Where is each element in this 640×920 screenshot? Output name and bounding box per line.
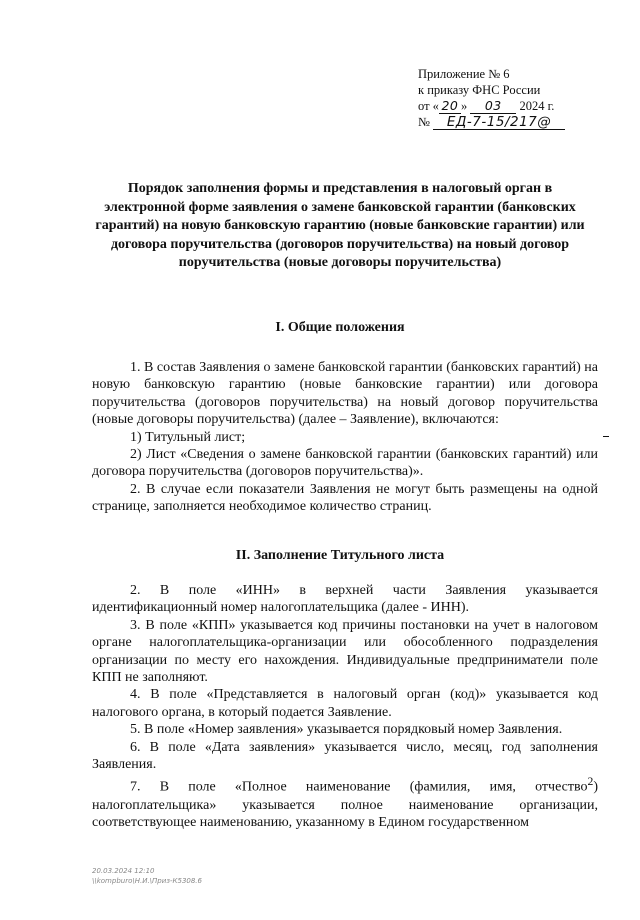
paragraph-start: 7. В поле «Полное наименование (фамилия, имя, отчество <box>130 780 588 796</box>
appendix-number-line <box>418 114 618 130</box>
appendix-date-line <box>418 98 618 114</box>
appendix-line-1: Приложение № 6 <box>418 67 510 81</box>
footnote-mark: 2 <box>587 775 594 789</box>
paragraph-end: ) налогоплательщика» указывается полное наименование организации, соответствующее наименованию, указанному в Едином государственном <box>92 780 598 830</box>
section-1-heading: I. Общие положения <box>275 320 405 335</box>
date-day: 20 <box>439 99 461 114</box>
paragraph: 1. В состав Заявления о замене банковской гарантии (банковских гарантий) на новую банковскую гарантию (новые банковские гарантии) или договора поручительства (договоров поручительства) на новый договор поручительства (новые договоры поручительства) (далее – Заявление), включаются: <box>92 360 598 428</box>
paragraph: 2. В случае если показатели Заявления не могут быть размещены на одной странице, заполняется необходимое количество страниц. <box>92 481 598 515</box>
paragraph: 3. В поле «КПП» указывается код причины постановки на учет в налоговом органе налогоплательщика-организации или обособленного подразделения организации по месту его нахождения. Индивидуальные предприниматели поле КПП не заполняют. <box>92 617 598 686</box>
section-1-body <box>92 359 598 516</box>
paragraph <box>92 773 598 831</box>
appendix-block <box>418 66 618 130</box>
document-title: Порядок заполнения формы и представления в налоговый орган в электронной форме заявления о замене банковской гарантии (банковских гарантий) на новую банковскую гарантию (новые банковские гарантии) или договора поручительства (договоров поручительства) на новый договор поручительства (новые договоры поручительства) <box>95 181 585 270</box>
paragraph: 4. В поле «Представляется в налоговый орган (код)» указывается код налогового органа, в который подается Заявление. <box>92 687 598 720</box>
section-2-heading: II. Заполнение Титульного листа <box>235 548 445 563</box>
date-month: 03 <box>470 99 516 114</box>
order-number: ЕД-7-15/217@ <box>433 115 565 130</box>
footer-timestamp: 20.03.2024 12:10 <box>92 867 155 875</box>
margin-dash <box>603 436 609 437</box>
list-item: 2) Лист «Сведения о замене банковской гарантии (банковских гарантий) или договора поручительства (договоров поручительства)». <box>92 447 598 480</box>
print-footer <box>92 866 202 886</box>
date-year: 2024 г. <box>519 99 555 113</box>
paragraph: 5. В поле «Номер заявления» указывается порядковый номер Заявления. <box>130 722 563 738</box>
paragraph: 2. В поле «ИНН» в верхней части Заявления указывается идентификационный номер налогоплательщика (далее - ИНН). <box>92 583 598 616</box>
list-item: 1) Титульный лист; <box>130 429 246 445</box>
date-prefix: от « <box>418 99 439 113</box>
section-2-body <box>92 582 598 831</box>
footer-path: \\kompburo\Н.И.\Приз-К5308.6 <box>92 877 202 885</box>
date-mid: » <box>460 99 468 113</box>
paragraph: 6. В поле «Дата заявления» указывается число, месяц, год заполнения Заявления. <box>92 739 598 773</box>
appendix-line-2: к приказу ФНС России <box>418 83 541 97</box>
number-prefix: № <box>418 115 430 129</box>
